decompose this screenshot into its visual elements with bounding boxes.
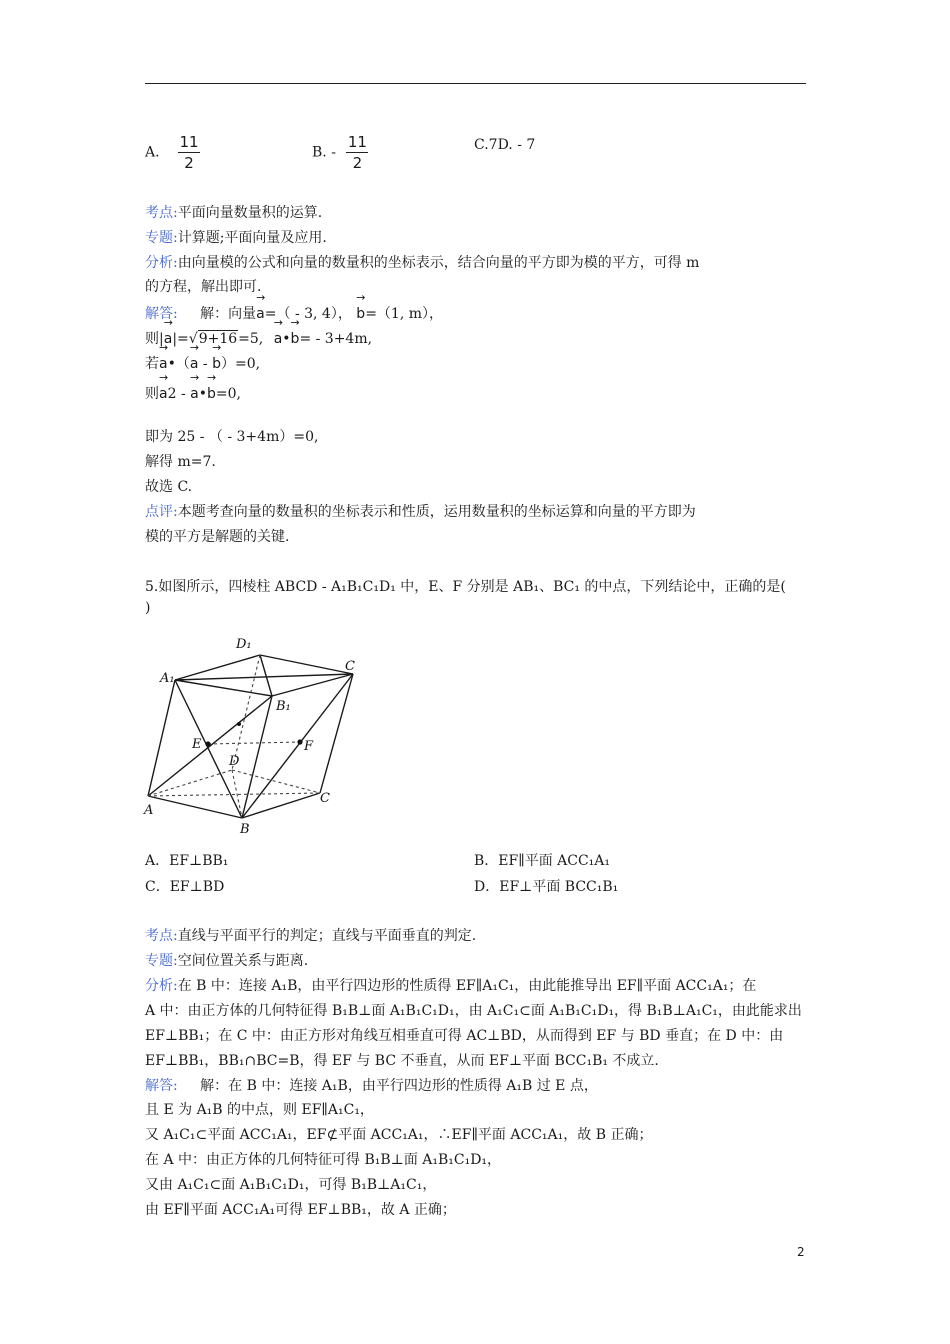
option-a-numerator: 11 xyxy=(179,133,199,151)
label-e: E xyxy=(192,737,202,752)
q5-kaodian-label: 考点: xyxy=(145,928,178,944)
edge-a1-d1 xyxy=(175,655,260,680)
label-b: B xyxy=(240,822,250,835)
edge-b1-b xyxy=(242,696,272,818)
minus-operator: - xyxy=(198,356,213,372)
point-e xyxy=(205,741,210,746)
vector-b: → b xyxy=(207,380,216,402)
q4-l2-end: = - 3+4m, xyxy=(299,331,373,347)
q4-zhuanti xyxy=(145,227,327,247)
vector-a: → a xyxy=(190,380,199,402)
dot-operator: • xyxy=(282,331,291,347)
option-b-numerator: 11 xyxy=(347,133,367,151)
q5-jieda-2: 且 E 为 A₁B 的中点，则 EF∥A₁C₁， xyxy=(145,1102,374,1118)
label-c: C xyxy=(320,791,330,806)
q4-line-3 xyxy=(145,350,260,373)
q4-l3-end: ）=0, xyxy=(220,356,261,372)
q4-l4-end: =0, xyxy=(215,386,241,402)
q4-l4-pre: 则 xyxy=(145,386,159,402)
q5-option-b: B．EF∥平面 ACC₁A₁ xyxy=(474,853,611,869)
vector-a: → a xyxy=(190,350,199,372)
q4-line-4 xyxy=(145,380,241,403)
q5-zhuanti-label: 专题: xyxy=(145,953,178,969)
segment-e-f xyxy=(208,742,300,744)
q4-l2-pre: 则| xyxy=(145,331,164,347)
diag-b-c1 xyxy=(242,674,353,818)
q4-fenxi-1 xyxy=(145,252,699,272)
q5-option-a: A．EF⊥BB₁ xyxy=(145,853,229,869)
q4-line-6: 解得 m=7. xyxy=(145,454,216,470)
q4-dianping-text: 本题考查向量的数量积的坐标表示和性质，运用数量积的坐标运算和向量的平方即为 xyxy=(177,504,696,520)
q4-fenxi-text-1: 由向量模的公式和向量的数量积的坐标表示，结合向量的平方即为模的平方，可得 m xyxy=(177,255,700,271)
q4-line-5: 即为 25 - （ - 3+4m）=0, xyxy=(145,429,319,445)
q4-jieda-1a: 解：向量 xyxy=(200,306,257,322)
edge-b1-c1 xyxy=(272,674,353,696)
edge-c1-c xyxy=(320,674,353,793)
q5-stem-2: ) xyxy=(145,600,151,616)
page-number: 2 xyxy=(797,1245,805,1259)
q4-fenxi-label: 分析: xyxy=(145,255,178,271)
option-b-fraction xyxy=(346,133,368,172)
q5-fenxi-3: EF⊥BB₁；在 C 中：由正方形对角线互相垂直可得 AC⊥BD，从而得到 EF 与 BD 垂直；在 D 中：由 xyxy=(145,1028,784,1044)
q4-zhuanti-label: 专题: xyxy=(145,230,178,246)
vector-a: → a xyxy=(159,380,168,402)
q5-kaodian xyxy=(145,925,476,945)
q4-jieda-label: 解答: xyxy=(145,306,178,322)
vector-a: → a xyxy=(256,300,265,322)
label-a1: A₁ xyxy=(160,671,175,686)
q4-zhuanti-text: 计算题;平面向量及应用. xyxy=(177,230,327,246)
q4-fenxi-2: 的方程，解出即可. xyxy=(145,279,262,295)
option-a-fraction xyxy=(178,133,200,172)
diag-a1-c1 xyxy=(175,674,353,680)
sqrt-icon: √ xyxy=(188,331,198,347)
vector-a: → a xyxy=(274,325,283,347)
q5-zhuanti xyxy=(145,950,308,970)
q4-kaodian-label: 考点: xyxy=(145,205,178,221)
option-b xyxy=(312,133,368,172)
vector-a: → a xyxy=(159,350,168,372)
q4-l3-mid: •（ xyxy=(167,356,190,372)
q5-jieda-5: 又由 A₁C₁⊂面 A₁B₁C₁D₁，可得 B₁B⊥A₁C₁， xyxy=(145,1177,437,1193)
diag-a-c-hidden xyxy=(148,793,320,796)
q5-jieda-3: 又 A₁C₁⊂平面 ACC₁A₁，EF⊄平面 ACC₁A₁，∴EF∥平面 ACC₁A₁，故 B 正确； xyxy=(145,1127,653,1143)
q5-option-c: C．EF⊥BD xyxy=(145,879,225,895)
option-b-prefix: B. - xyxy=(312,144,336,161)
label-c1: C xyxy=(345,659,355,674)
q5-stem-1: 5.如图所示，四棱柱 ABCD - A₁B₁C₁D₁ 中，E、F 分别是 AB₁、BC₁ 的中点，下列结论中，正确的是( xyxy=(145,579,786,595)
edge-a1-a xyxy=(148,680,175,796)
q5-fenxi-1 xyxy=(145,975,756,995)
label-d1: D₁ xyxy=(236,637,252,652)
q5-fenxi-text-1: 在 B 中：连接 A₁B，由平行四边形的性质得 EF∥A₁C₁，由此能推导出 EF∥平面 ACC₁A₁；在 xyxy=(177,978,757,994)
q5-option-d: D．EF⊥平面 BCC₁B₁ xyxy=(474,879,619,895)
edge-a1-b1 xyxy=(175,680,272,696)
q4-line-7: 故选 C. xyxy=(145,479,193,495)
edge-a-b xyxy=(148,796,242,818)
label-f: F xyxy=(304,739,314,754)
option-cd: C.7D. - 7 xyxy=(474,137,536,153)
q5-jieda-text-1: 解：在 B 中：连接 A₁B，由平行四边形的性质得 A₁B 过 E 点， xyxy=(200,1078,598,1094)
diag-a-b1 xyxy=(148,696,272,796)
q5-jieda-label: 解答: xyxy=(145,1078,178,1094)
label-a: A xyxy=(144,803,154,818)
option-a-prefix: A. xyxy=(145,144,160,161)
q4-kaodian xyxy=(145,202,322,222)
q5-fenxi-label: 分析: xyxy=(145,978,178,994)
label-b1: B₁ xyxy=(276,699,291,714)
q5-kaodian-text: 直线与平面平行的判定；直线与平面垂直的判定. xyxy=(177,928,477,944)
option-a-denominator: 2 xyxy=(184,154,194,172)
q5-fenxi-4: EF⊥BB₁，BB₁∩BC=B，得 EF 与 BC 不垂直，从而 EF⊥平面 BCC₁B₁ 不成立. xyxy=(145,1053,659,1069)
point-f xyxy=(297,739,302,744)
header-rule xyxy=(145,83,806,84)
q5-jieda-1 xyxy=(145,1075,598,1095)
q5-jieda-6: 由 EF∥平面 ACC₁A₁可得 EF⊥BB₁，故 A 正确； xyxy=(145,1202,456,1218)
point-dot xyxy=(237,722,241,726)
q4-dianping-label: 点评: xyxy=(145,504,178,520)
edge-a-d-hidden xyxy=(148,770,232,796)
label-d: D xyxy=(229,754,240,769)
q4-l2-post: =5, xyxy=(238,331,264,347)
q4-l2-sqrt: 9+16 xyxy=(198,331,238,347)
vector-b: → b xyxy=(291,325,300,347)
q5-zhuanti-text: 空间位置关系与距离. xyxy=(177,953,309,969)
vector-a: → a xyxy=(164,325,173,347)
q4-jieda-1b: =（ - 3, 4）， xyxy=(264,306,352,322)
q4-dianping-1 xyxy=(145,501,696,521)
q5-jieda-4: 在 A 中：由正方体的几何特征可得 B₁B⊥面 A₁B₁C₁D₁， xyxy=(145,1152,502,1168)
vector-b: → b xyxy=(212,350,221,372)
edge-d1-c1 xyxy=(260,655,353,674)
diag-d1-b1 xyxy=(260,655,272,696)
q4-l2-mid: |= xyxy=(172,331,189,347)
q4-l4-square: 2 - xyxy=(167,386,186,402)
vector-b: → b xyxy=(356,300,365,322)
dot-operator: • xyxy=(198,386,207,402)
prism-figure xyxy=(140,630,370,835)
edge-b-c xyxy=(242,793,320,818)
q4-l3-pre: 若 xyxy=(145,356,159,372)
q5-fenxi-2: A 中：由正方体的几何特征得 B₁B⊥面 A₁B₁C₁D₁，由 A₁C₁⊂面 A₁B₁C₁D₁，得 B₁B⊥A₁C₁，由此能求出 xyxy=(145,1003,802,1019)
option-a xyxy=(145,133,200,172)
option-b-denominator: 2 xyxy=(352,154,363,172)
q4-jieda-1c: =（1, m）， xyxy=(365,306,444,322)
q4-kaodian-text: 平面向量数量积的运算. xyxy=(177,205,323,221)
edge-d1-d-hidden xyxy=(232,655,260,770)
q4-line-2 xyxy=(145,325,372,348)
q4-dianping-2: 模的平方是解题的关键. xyxy=(145,529,290,545)
diag-a1-b xyxy=(175,680,242,818)
